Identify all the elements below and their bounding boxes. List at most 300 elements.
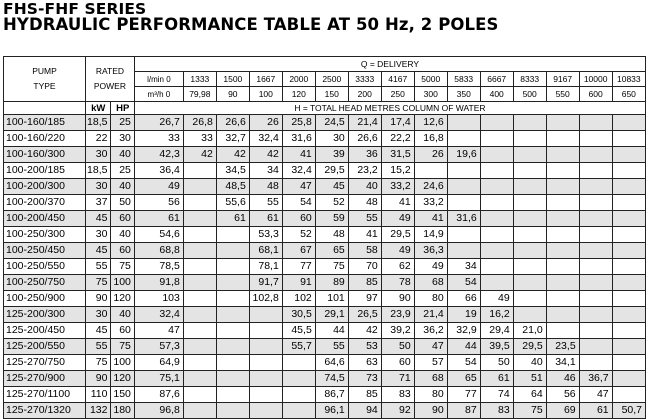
table-row — [4, 275, 646, 291]
head-cell: 39 — [315, 147, 348, 163]
head-cell: 89 — [315, 275, 348, 291]
head-cell: 42,3 — [134, 147, 183, 163]
head-cell: 103 — [134, 291, 183, 307]
head-cell — [579, 307, 612, 323]
m3h-value: 250 — [381, 87, 414, 102]
head-cell: 54 — [447, 275, 480, 291]
head-cell: 61 — [480, 371, 513, 387]
rated-power-header — [85, 57, 134, 102]
head-cell: 53 — [348, 339, 381, 355]
head-cell: 75 — [315, 259, 348, 275]
head-cell: 24,6 — [414, 179, 447, 195]
head-cell: 75 — [513, 403, 546, 419]
table-row — [4, 371, 646, 387]
head-cell — [480, 243, 513, 259]
head-header: H = TOTAL HEAD METRES COLUMN OF WATER — [134, 102, 645, 115]
head-cell — [579, 323, 612, 339]
pump-type-cell: 100-200/300 — [4, 179, 86, 195]
head-cell — [546, 227, 579, 243]
head-cell — [249, 323, 282, 339]
pump-type-cell: 100-200/185 — [4, 163, 86, 179]
rated-power-header-line2: POWER — [93, 81, 126, 91]
head-cell: 66 — [447, 291, 480, 307]
hp-cell: 50 — [111, 195, 134, 211]
head-cell — [183, 163, 216, 179]
rated-power-header-line1: RATED — [95, 66, 125, 76]
head-cell — [183, 323, 216, 339]
head-cell: 94 — [348, 403, 381, 419]
head-cell: 75,1 — [134, 371, 183, 387]
m3h-value: 90 — [216, 87, 249, 102]
pump-type-cell: 125-270/1100 — [4, 387, 86, 403]
head-cell — [513, 227, 546, 243]
head-cell: 34 — [447, 259, 480, 275]
head-cell: 23,5 — [546, 339, 579, 355]
head-cell: 62 — [381, 259, 414, 275]
head-cell — [579, 163, 612, 179]
head-cell: 17,4 — [381, 115, 414, 131]
table-row — [4, 243, 646, 259]
head-cell: 33 — [134, 131, 183, 147]
table-row — [4, 195, 646, 211]
head-cell: 87 — [447, 403, 480, 419]
head-cell — [216, 403, 249, 419]
kw-cell: 37 — [85, 195, 111, 211]
head-cell — [513, 291, 546, 307]
head-cell: 36,3 — [414, 243, 447, 259]
head-cell — [447, 195, 480, 211]
head-cell — [546, 323, 579, 339]
head-cell: 19,6 — [447, 147, 480, 163]
head-cell: 41 — [381, 195, 414, 211]
hp-cell: 40 — [111, 227, 134, 243]
head-cell — [546, 179, 579, 195]
head-cell: 102 — [282, 291, 315, 307]
pump-type-cell: 125-270/750 — [4, 355, 86, 371]
m3h-value: 120 — [282, 87, 315, 102]
head-cell — [480, 227, 513, 243]
head-cell: 33 — [183, 131, 216, 147]
head-cell: 23,2 — [348, 163, 381, 179]
head-cell — [513, 179, 546, 195]
head-cell — [183, 403, 216, 419]
kw-cell: 110 — [85, 387, 111, 403]
lmin-value: 10000 — [579, 72, 612, 87]
kw-cell: 30 — [85, 307, 111, 323]
head-cell: 54,6 — [134, 227, 183, 243]
head-cell: 48 — [249, 179, 282, 195]
head-cell — [579, 243, 612, 259]
head-cell: 56 — [546, 387, 579, 403]
head-cell: 39,5 — [480, 339, 513, 355]
table-title: HYDRAULIC PERFORMANCE TABLE AT 50 Hz, 2 POLES — [3, 15, 499, 34]
table-row — [4, 259, 646, 275]
head-cell — [579, 275, 612, 291]
kw-cell: 30 — [85, 227, 111, 243]
head-cell — [579, 339, 612, 355]
head-cell — [216, 355, 249, 371]
hp-cell: 180 — [111, 403, 134, 419]
head-cell — [480, 195, 513, 211]
head-cell: 70 — [348, 259, 381, 275]
head-cell: 45 — [315, 179, 348, 195]
pump-type-cell: 125-200/450 — [4, 323, 86, 339]
head-cell: 47 — [579, 387, 612, 403]
head-cell — [612, 163, 645, 179]
head-cell — [612, 275, 645, 291]
head-cell: 52 — [315, 195, 348, 211]
head-cell — [579, 211, 612, 227]
head-cell: 46 — [546, 371, 579, 387]
pump-type-cell: 100-200/450 — [4, 211, 86, 227]
head-cell — [183, 227, 216, 243]
kw-cell: 30 — [85, 147, 111, 163]
head-cell: 42 — [348, 323, 381, 339]
hp-cell: 75 — [111, 339, 134, 355]
kw-cell: 45 — [85, 323, 111, 339]
table-body — [4, 115, 646, 419]
head-cell — [249, 371, 282, 387]
head-cell — [546, 147, 579, 163]
kw-cell: 55 — [85, 259, 111, 275]
lmin-value: 4167 — [381, 72, 414, 87]
head-cell: 32,4 — [134, 307, 183, 323]
head-cell: 21,0 — [513, 323, 546, 339]
head-cell: 78,1 — [249, 259, 282, 275]
head-cell — [447, 115, 480, 131]
table-row — [4, 355, 646, 371]
lmin-value: 8333 — [513, 72, 546, 87]
head-cell: 40 — [513, 355, 546, 371]
head-cell: 65 — [447, 371, 480, 387]
head-cell — [183, 307, 216, 323]
head-cell: 96,1 — [315, 403, 348, 419]
head-cell — [546, 243, 579, 259]
head-cell: 83 — [381, 387, 414, 403]
head-cell — [579, 115, 612, 131]
head-cell — [216, 307, 249, 323]
head-cell — [612, 371, 645, 387]
head-cell — [216, 243, 249, 259]
pump-type-cell: 100-250/550 — [4, 259, 86, 275]
head-cell — [612, 323, 645, 339]
kw-cell: 18,5 — [85, 163, 111, 179]
head-cell: 55 — [315, 339, 348, 355]
head-cell: 71 — [381, 371, 414, 387]
hp-cell: 60 — [111, 243, 134, 259]
head-cell: 57,3 — [134, 339, 183, 355]
head-cell: 31,5 — [381, 147, 414, 163]
head-cell: 51 — [513, 371, 546, 387]
head-cell — [513, 275, 546, 291]
hp-cell: 120 — [111, 291, 134, 307]
head-cell — [579, 227, 612, 243]
head-cell — [480, 163, 513, 179]
hp-header: HP — [111, 102, 134, 115]
lmin-value: 1667 — [249, 72, 282, 87]
pump-type-header-line1: PUMP — [32, 66, 57, 76]
head-cell: 78,5 — [134, 259, 183, 275]
table-row — [4, 323, 646, 339]
head-cell: 42 — [216, 147, 249, 163]
head-cell: 44 — [315, 323, 348, 339]
head-cell: 34 — [249, 163, 282, 179]
table-row — [4, 227, 646, 243]
head-cell: 74,5 — [315, 371, 348, 387]
head-cell: 30 — [315, 131, 348, 147]
m3h-value: 550 — [546, 87, 579, 102]
head-cell — [513, 307, 546, 323]
lmin-value: 5000 — [414, 72, 447, 87]
head-cell — [249, 403, 282, 419]
head-cell: 85 — [348, 387, 381, 403]
head-cell: 32,4 — [249, 131, 282, 147]
head-cell — [183, 243, 216, 259]
head-cell — [183, 291, 216, 307]
hp-cell: 60 — [111, 211, 134, 227]
lmin-value: 3333 — [348, 72, 381, 87]
head-cell: 26,8 — [183, 115, 216, 131]
pump-type-cell: 125-200/300 — [4, 307, 86, 323]
head-cell — [546, 163, 579, 179]
m3h-value: 79,98 — [183, 87, 216, 102]
head-cell: 26,7 — [134, 115, 183, 131]
head-cell: 45,5 — [282, 323, 315, 339]
head-cell — [480, 259, 513, 275]
head-cell: 61 — [134, 211, 183, 227]
lmin-value: 6667 — [480, 72, 513, 87]
pump-type-cell: 100-160/220 — [4, 131, 86, 147]
head-cell — [513, 163, 546, 179]
head-cell: 29,5 — [381, 227, 414, 243]
head-cell: 55,6 — [216, 195, 249, 211]
head-cell: 36,7 — [579, 371, 612, 387]
head-cell: 54 — [282, 195, 315, 211]
head-cell — [612, 115, 645, 131]
head-cell — [513, 243, 546, 259]
head-cell: 39,2 — [381, 323, 414, 339]
m3h-value: 350 — [447, 87, 480, 102]
head-cell: 22,2 — [381, 131, 414, 147]
head-cell: 74 — [480, 387, 513, 403]
m3h-value: 500 — [513, 87, 546, 102]
head-cell — [579, 259, 612, 275]
head-cell: 73 — [348, 371, 381, 387]
head-cell: 85 — [348, 275, 381, 291]
head-cell: 30,5 — [282, 307, 315, 323]
head-cell — [546, 291, 579, 307]
head-cell: 49 — [480, 291, 513, 307]
head-cell — [216, 339, 249, 355]
head-cell: 83 — [480, 403, 513, 419]
head-cell: 42 — [249, 147, 282, 163]
head-cell: 77 — [282, 259, 315, 275]
head-cell — [612, 259, 645, 275]
head-cell: 60 — [282, 211, 315, 227]
head-cell — [249, 355, 282, 371]
head-cell: 29,5 — [315, 163, 348, 179]
head-cell: 101 — [315, 291, 348, 307]
head-cell: 53,3 — [249, 227, 282, 243]
head-cell: 32,9 — [447, 323, 480, 339]
lmin-value: 1500 — [216, 72, 249, 87]
head-cell: 68 — [414, 275, 447, 291]
head-cell: 57 — [414, 355, 447, 371]
head-cell: 26 — [414, 147, 447, 163]
head-cell — [249, 387, 282, 403]
lmin-value: 2000 — [282, 72, 315, 87]
kw-cell: 45 — [85, 211, 111, 227]
hp-cell: 30 — [111, 131, 134, 147]
head-cell: 14,9 — [414, 227, 447, 243]
head-cell — [579, 147, 612, 163]
kw-cell: 30 — [85, 179, 111, 195]
head-cell: 50 — [480, 355, 513, 371]
head-cell: 77 — [447, 387, 480, 403]
head-cell — [546, 275, 579, 291]
head-cell — [612, 211, 645, 227]
table-row — [4, 115, 646, 131]
head-cell: 92 — [381, 403, 414, 419]
head-cell: 49 — [414, 259, 447, 275]
lmin-value: 9167 — [546, 72, 579, 87]
head-cell: 48,5 — [216, 179, 249, 195]
head-cell — [216, 275, 249, 291]
head-cell: 64,6 — [315, 355, 348, 371]
table-row — [4, 291, 646, 307]
head-cell — [183, 371, 216, 387]
head-cell: 87,6 — [134, 387, 183, 403]
head-cell — [183, 211, 216, 227]
kw-cell: 55 — [85, 339, 111, 355]
head-cell — [546, 211, 579, 227]
table-row — [4, 163, 646, 179]
head-cell: 58 — [348, 243, 381, 259]
head-cell: 91,7 — [249, 275, 282, 291]
pump-type-cell: 100-250/300 — [4, 227, 86, 243]
head-cell — [183, 259, 216, 275]
head-cell: 50,7 — [612, 403, 645, 419]
head-cell: 68,1 — [249, 243, 282, 259]
head-cell — [183, 387, 216, 403]
head-cell: 61 — [579, 403, 612, 419]
head-cell: 96,8 — [134, 403, 183, 419]
head-cell — [579, 195, 612, 211]
kw-cell: 22 — [85, 131, 111, 147]
pump-type-cell: 100-250/900 — [4, 291, 86, 307]
head-cell — [612, 131, 645, 147]
head-cell — [579, 355, 612, 371]
head-cell — [282, 403, 315, 419]
head-cell: 55 — [348, 211, 381, 227]
head-cell: 15,2 — [381, 163, 414, 179]
head-cell: 64 — [513, 387, 546, 403]
head-cell: 34,1 — [546, 355, 579, 371]
head-cell: 59 — [315, 211, 348, 227]
head-cell — [612, 355, 645, 371]
head-cell: 55 — [249, 195, 282, 211]
table-row — [4, 403, 646, 419]
head-cell: 78 — [381, 275, 414, 291]
head-cell: 69 — [546, 403, 579, 419]
head-cell: 29,4 — [480, 323, 513, 339]
head-cell: 80 — [414, 291, 447, 307]
head-cell: 91,8 — [134, 275, 183, 291]
m3h-value: 300 — [414, 87, 447, 102]
head-cell: 23,9 — [381, 307, 414, 323]
head-cell — [183, 355, 216, 371]
table-row — [4, 387, 646, 403]
head-cell: 44 — [447, 339, 480, 355]
head-cell: 48 — [348, 195, 381, 211]
head-cell — [612, 291, 645, 307]
delivery-header: Q = DELIVERY — [134, 57, 645, 72]
head-cell: 33,2 — [381, 179, 414, 195]
lmin-value: 5833 — [447, 72, 480, 87]
head-cell: 80 — [414, 387, 447, 403]
head-cell: 24,5 — [315, 115, 348, 131]
head-cell — [216, 371, 249, 387]
m3h-value: 650 — [612, 87, 645, 102]
head-cell: 50 — [381, 339, 414, 355]
head-cell: 41 — [414, 211, 447, 227]
head-cell: 90 — [414, 403, 447, 419]
table-row — [4, 179, 646, 195]
head-cell — [480, 131, 513, 147]
head-cell — [447, 243, 480, 259]
lmin-value: 1333 — [183, 72, 216, 87]
head-cell: 16,8 — [414, 131, 447, 147]
head-cell — [183, 275, 216, 291]
hp-cell: 120 — [111, 371, 134, 387]
head-cell: 26 — [249, 115, 282, 131]
hp-cell: 100 — [111, 355, 134, 371]
head-cell: 65 — [315, 243, 348, 259]
head-cell: 68 — [414, 371, 447, 387]
table-row — [4, 131, 646, 147]
hp-cell: 75 — [111, 259, 134, 275]
head-cell — [480, 115, 513, 131]
head-cell: 54 — [447, 355, 480, 371]
lmin-value: 2500 — [315, 72, 348, 87]
table-row — [4, 339, 646, 355]
head-cell: 33,2 — [414, 195, 447, 211]
hp-cell: 25 — [111, 115, 134, 131]
pump-type-cell: 125-200/550 — [4, 339, 86, 355]
kw-cell: 18,5 — [85, 115, 111, 131]
head-cell: 32,7 — [216, 131, 249, 147]
head-cell — [183, 339, 216, 355]
head-cell — [216, 387, 249, 403]
head-cell — [447, 131, 480, 147]
head-cell: 56 — [134, 195, 183, 211]
head-cell: 40 — [348, 179, 381, 195]
head-cell — [513, 115, 546, 131]
head-cell — [546, 307, 579, 323]
m3h-value: 400 — [480, 87, 513, 102]
m3h-value: 100 — [249, 87, 282, 102]
series-title: FHS-FHF SERIES — [3, 0, 147, 18]
head-cell — [612, 147, 645, 163]
head-cell: 12,6 — [414, 115, 447, 131]
kw-cell: 45 — [85, 243, 111, 259]
head-cell: 31,6 — [447, 211, 480, 227]
hp-cell: 150 — [111, 387, 134, 403]
unit-m3h: m³/h 0 — [134, 87, 183, 102]
pump-type-header — [4, 57, 86, 102]
head-cell: 47 — [414, 339, 447, 355]
head-cell: 21,4 — [414, 307, 447, 323]
